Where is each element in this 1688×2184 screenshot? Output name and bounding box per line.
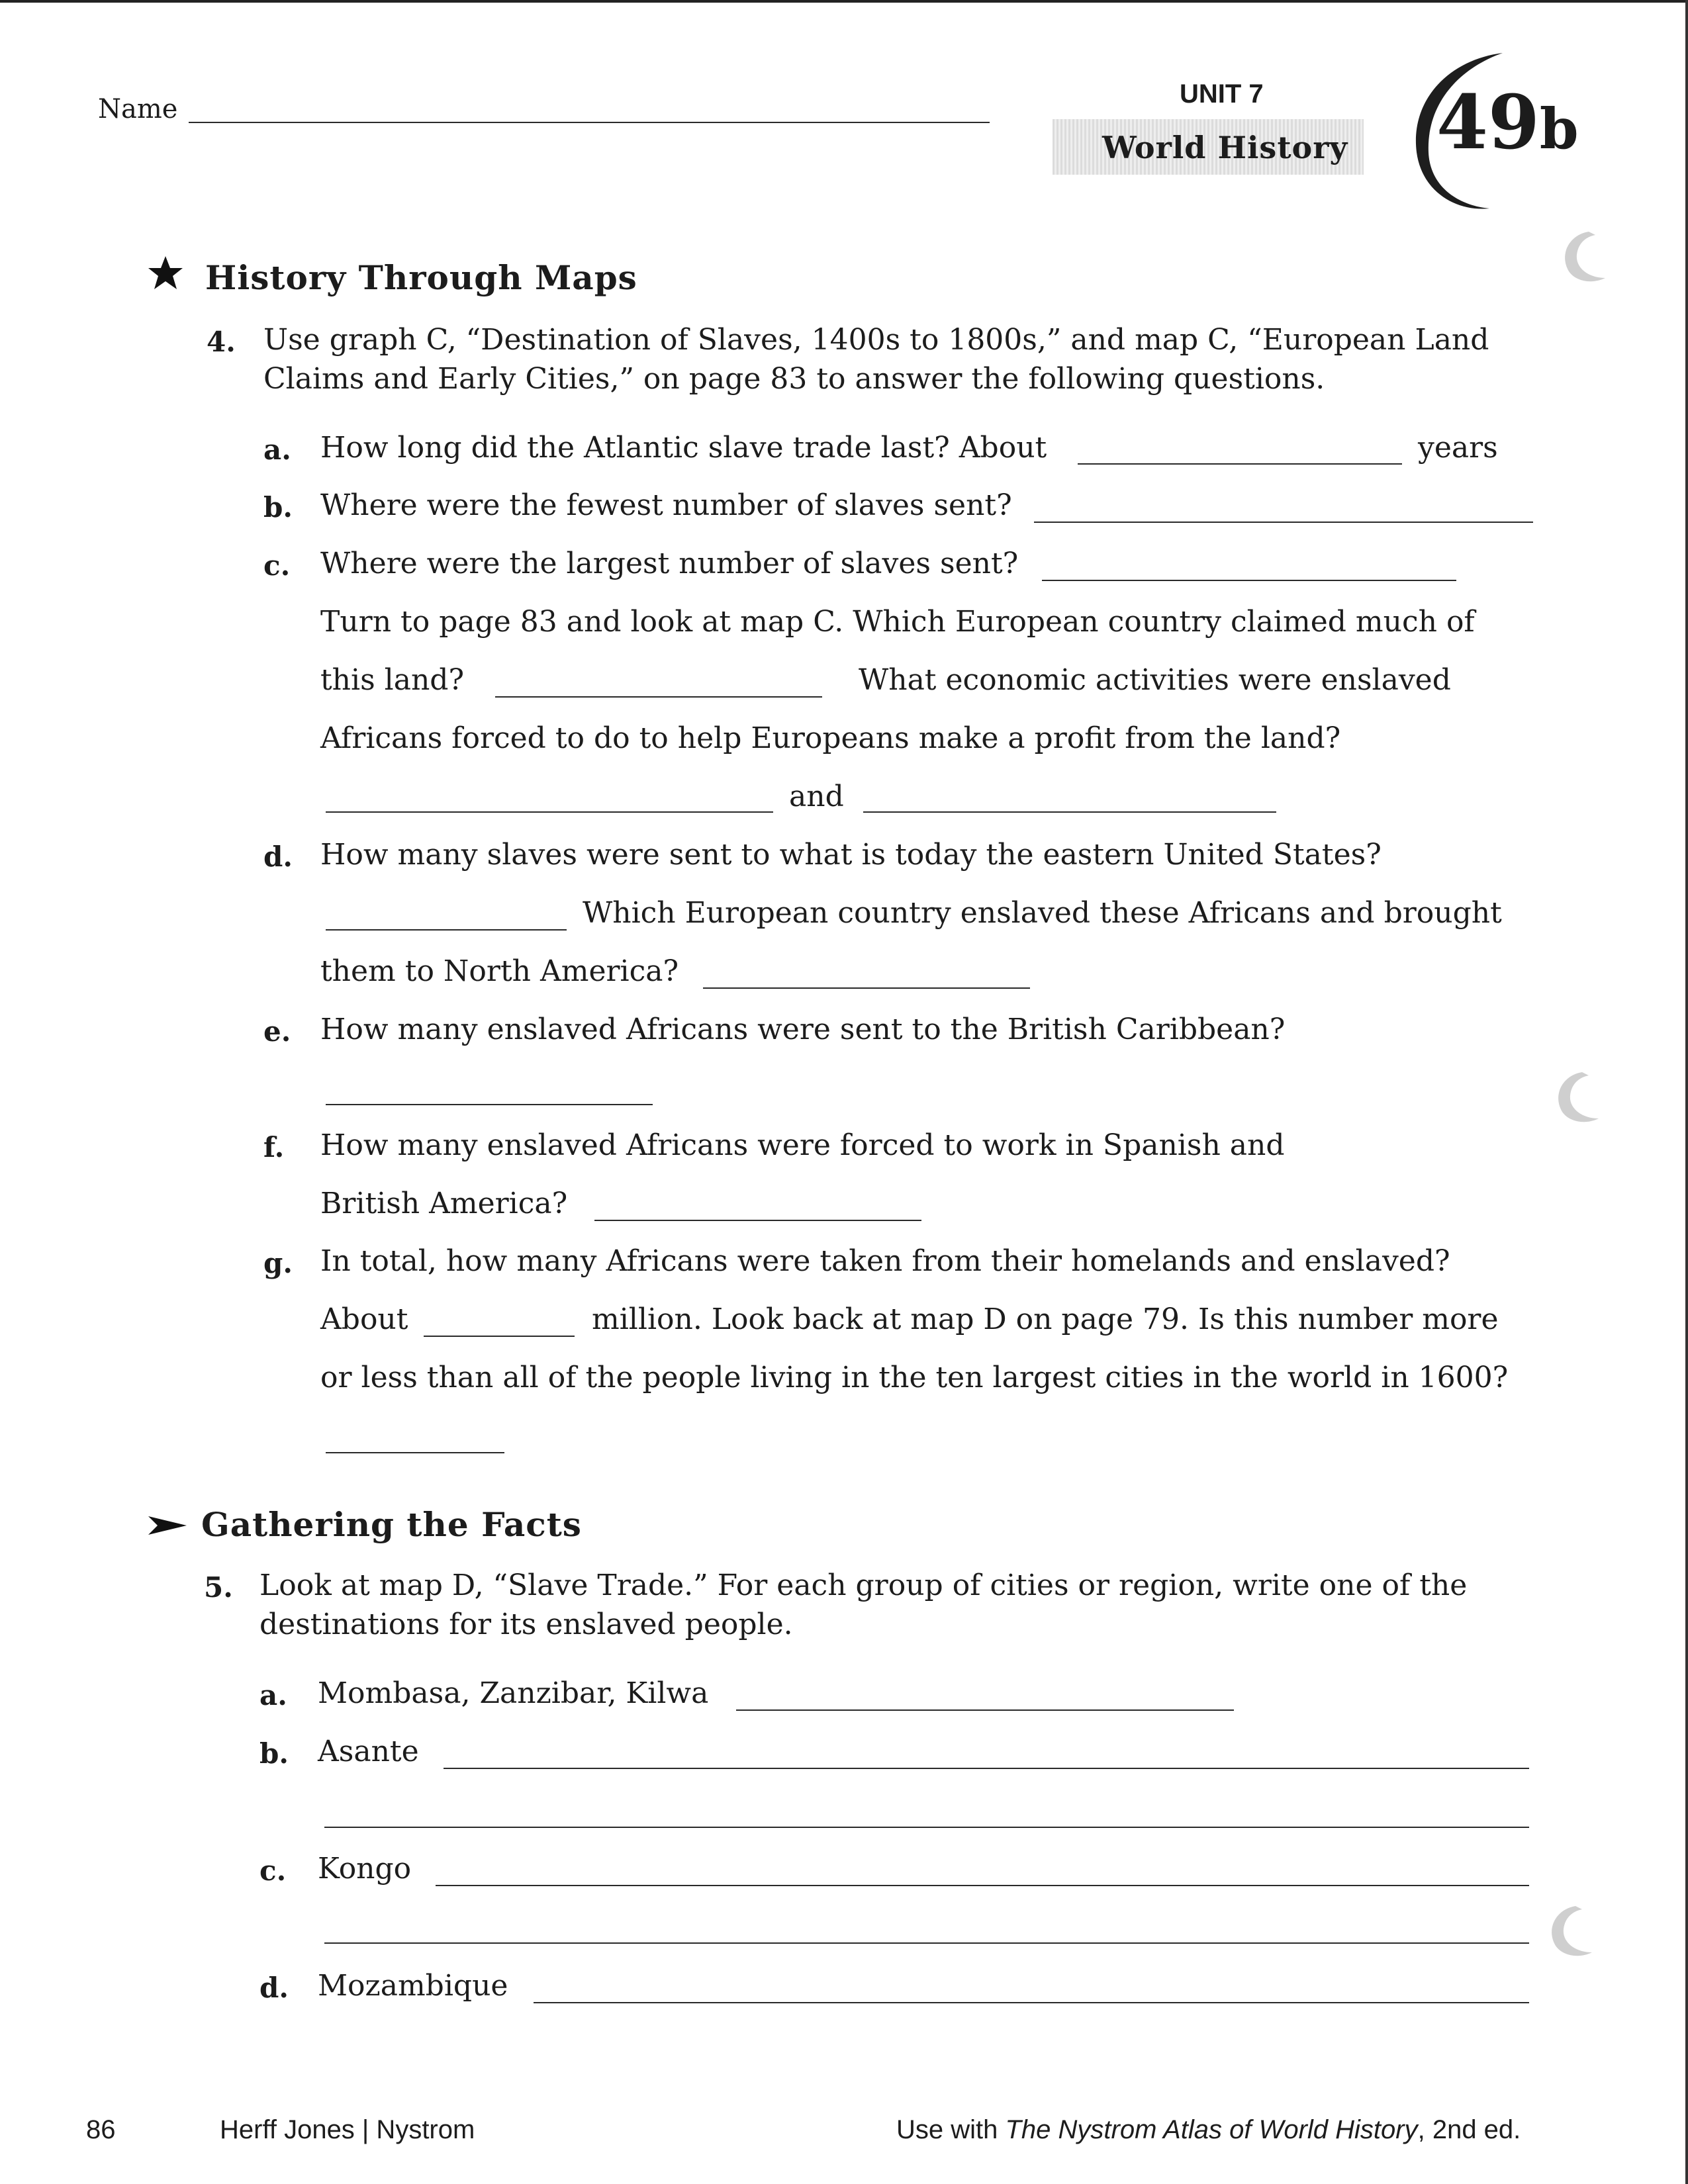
q4f-line2: British America?	[320, 1187, 568, 1220]
q5c-text: Kongo	[318, 1852, 412, 1886]
unit-label: UNIT 7	[1180, 79, 1264, 109]
q4g-million-answer-line[interactable]	[424, 1336, 575, 1337]
q4d-line2: Which European country enslaved these Africans and brought	[583, 896, 1502, 930]
q4-intro-line1: Use graph C, “Destination of Slaves, 1400s to 1800s,” and map C, “European Land	[263, 323, 1489, 357]
q4g-line2b: million. Look back at map D on page 79. Is this number more	[592, 1302, 1499, 1336]
page-badge	[1436, 79, 1579, 166]
q4g-line3: or less than all of the people living in the ten largest cities in the world in 1600?	[320, 1361, 1509, 1394]
arrow-right-icon	[147, 1512, 188, 1539]
name-field-line[interactable]	[189, 122, 990, 123]
binder-hole-mark	[1542, 218, 1622, 298]
q4e-label: e.	[263, 1015, 291, 1048]
footer-atlas-title: The Nystrom Atlas of World History	[1005, 2115, 1418, 2144]
q4d-country-answer-line[interactable]	[703, 987, 1030, 989]
q4c-activity2-answer-line[interactable]	[863, 811, 1276, 813]
page-top-edge	[0, 0, 1688, 3]
q5d-text: Mozambique	[318, 1969, 508, 2003]
page-badge-number: 49	[1436, 79, 1540, 166]
q4e-text: How many enslaved Africans were sent to the British Caribbean?	[320, 1013, 1286, 1046]
page-right-edge	[1685, 0, 1688, 2184]
page-badge-letter: b	[1539, 96, 1579, 161]
q5d-answer-line[interactable]	[534, 2002, 1529, 2003]
q5b-answer-line[interactable]	[444, 1768, 1529, 1769]
q4a-text: How long did the Atlantic slave trade last? About	[320, 431, 1047, 465]
footer-use-with-suffix: , 2nd ed.	[1417, 2115, 1521, 2144]
q4-number: 4.	[207, 326, 236, 358]
q4f-label: f.	[263, 1131, 285, 1163]
q4g-line2a: About	[320, 1302, 408, 1336]
q4f-text: How many enslaved Africans were forced to work in Spanish and	[320, 1128, 1285, 1162]
q4c-line3b: What economic activities were enslaved	[859, 663, 1451, 697]
binder-hole-mark	[1536, 1059, 1615, 1138]
q5a-label: a.	[259, 1679, 287, 1711]
star-icon	[147, 255, 184, 292]
q5b-text: Asante	[318, 1735, 419, 1768]
q4c-country-answer-line[interactable]	[495, 696, 822, 698]
q4a-suffix: years	[1418, 431, 1498, 465]
q4c-and: and	[789, 780, 844, 813]
q5-number: 5.	[204, 1571, 233, 1604]
q5c-answer-line[interactable]	[436, 1885, 1529, 1886]
q4b-label: b.	[263, 491, 293, 523]
q4d-label: d.	[263, 841, 293, 873]
footer-publisher: Herff Jones | Nystrom	[220, 2115, 475, 2144]
q5c-label: c.	[259, 1854, 287, 1887]
q5a-text: Mombasa, Zanzibar, Kilwa	[318, 1676, 709, 1710]
q4a-answer-line[interactable]	[1078, 463, 1402, 465]
q4g-compare-answer-line[interactable]	[326, 1452, 504, 1453]
unit-subject: World History	[1102, 130, 1348, 165]
section1-title: History Through Maps	[205, 258, 637, 297]
section2-title: Gathering the Facts	[201, 1505, 582, 1544]
q4f-answer-line[interactable]	[594, 1220, 921, 1221]
q5b-answer-line-2[interactable]	[324, 1827, 1529, 1828]
footer-use-with-prefix: Use with	[896, 2115, 1006, 2144]
q4c-label: c.	[263, 549, 291, 582]
q4c-line3a: this land?	[320, 663, 465, 697]
footer-page-number: 86	[86, 2115, 116, 2144]
q4c-line2: Turn to page 83 and look at map C. Which European country claimed much of	[320, 605, 1475, 639]
footer-use-with	[896, 2115, 1521, 2145]
q4b-text: Where were the fewest number of slaves sent?	[320, 488, 1012, 522]
q4d-count-answer-line[interactable]	[326, 929, 567, 931]
q4-intro-line2: Claims and Early Cities,” on page 83 to answer the following questions.	[263, 362, 1325, 396]
q5-intro-line2: destinations for its enslaved people.	[259, 1608, 793, 1641]
q5d-label: d.	[259, 1972, 289, 2004]
q5c-answer-line-2[interactable]	[324, 1942, 1529, 1944]
q5-intro-line1: Look at map D, “Slave Trade.” For each group of cities or region, write one of the	[259, 1569, 1468, 1602]
q4c-text: Where were the largest number of slaves sent?	[320, 547, 1019, 580]
q4d-text: How many slaves were sent to what is today the eastern United States?	[320, 838, 1382, 872]
q4e-answer-line[interactable]	[326, 1104, 653, 1105]
q4b-answer-line[interactable]	[1034, 522, 1533, 523]
q4c-line4: Africans forced to do to help Europeans make a profit from the land?	[320, 721, 1341, 755]
name-label: Name	[98, 94, 178, 124]
binder-hole-mark	[1529, 1893, 1609, 1972]
q4g-text: In total, how many Africans were taken from their homelands and enslaved?	[320, 1244, 1450, 1278]
q4c-answer-line[interactable]	[1042, 580, 1456, 581]
q4g-label: g.	[263, 1247, 293, 1279]
q4c-activity1-answer-line[interactable]	[326, 811, 773, 813]
q5a-answer-line[interactable]	[736, 1709, 1234, 1711]
q5b-label: b.	[259, 1737, 289, 1770]
q4a-label: a.	[263, 433, 291, 466]
q4d-line3: them to North America?	[320, 954, 679, 988]
